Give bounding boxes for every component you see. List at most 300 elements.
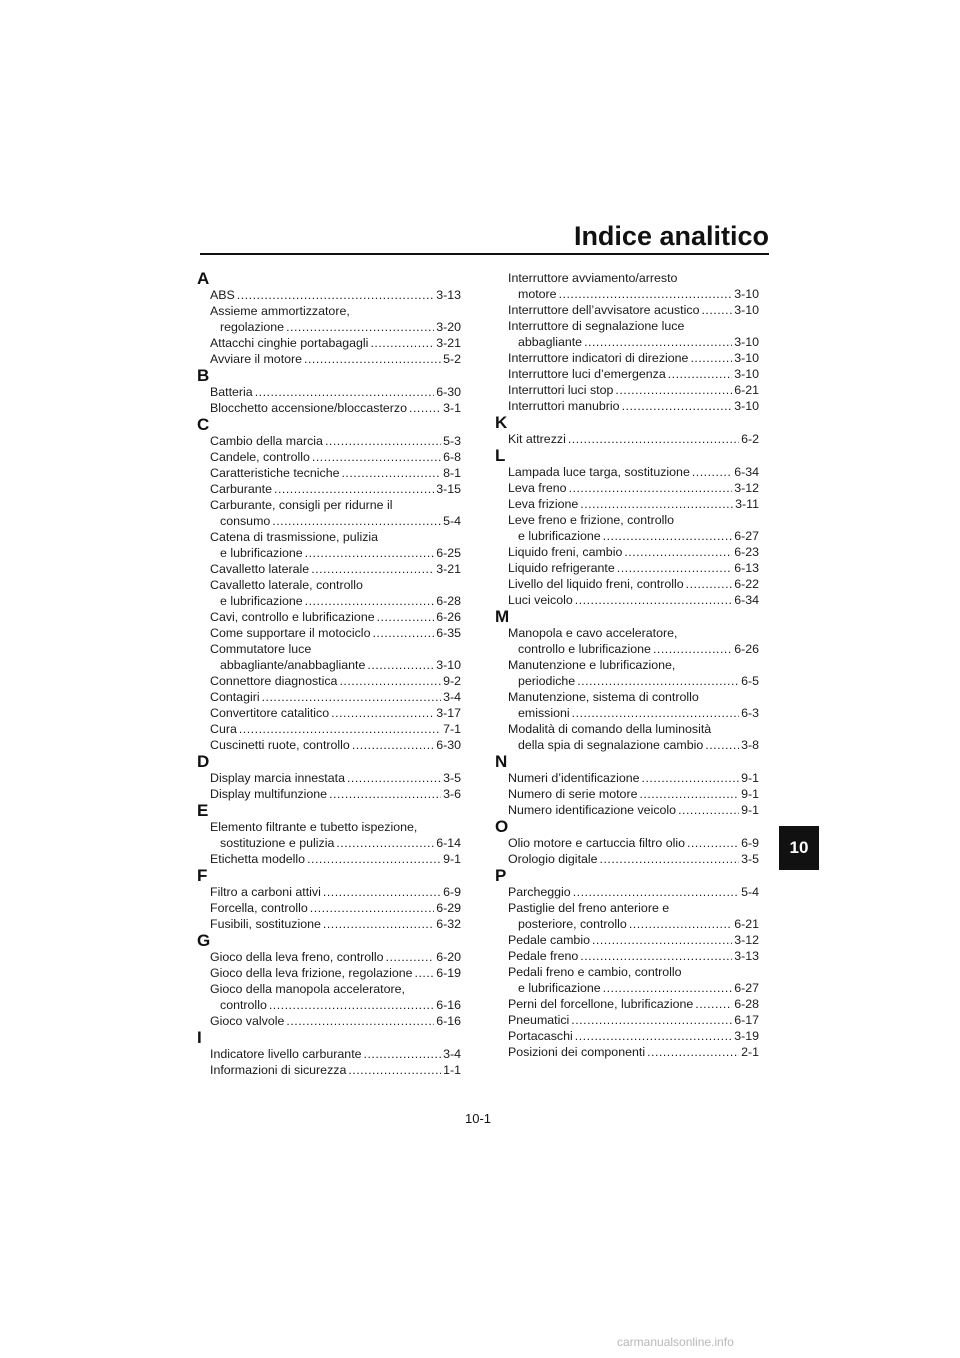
index-entry [197,529,461,561]
entry-page: 3-6 [443,787,461,801]
entry-label: regolazione [220,320,285,334]
index-entry [197,916,461,932]
entry-row [508,1028,759,1044]
leader-dots [692,464,732,480]
leader-dots [668,366,732,382]
entry-row [210,949,461,965]
index-entry [495,851,759,867]
entry-row [508,705,759,721]
entry-label: Leva freno [508,481,567,495]
entry-page: 3-13 [436,288,461,302]
leader-dots [575,592,732,608]
entry-label: Cavi, controllo e lubrificazione [210,610,375,624]
entry-row [508,673,759,689]
entry-row [210,1062,461,1078]
index-entry [197,433,461,449]
index-entry [197,673,461,689]
entry-text: Cavalletto laterale, controllo [210,578,363,592]
entry-page: 6-27 [734,529,759,543]
entry-row [210,561,461,577]
leader-dots [336,835,434,851]
entry-label: Caratteristiche tecniche [210,466,340,480]
entry-row [508,641,759,657]
index-entry [495,657,759,689]
entry-label: ABS [210,288,235,302]
entry-label: Gioco della leva freno, controllo [210,950,384,964]
entry-label: Etichetta modello [210,852,306,866]
entry-page: 6-22 [734,577,759,591]
entry-label: Numero di serie motore [508,787,638,801]
entry-label: Interruttori manubrio [508,399,620,413]
leader-dots [653,641,732,657]
entry-page: 3-11 [735,497,759,511]
entry-row [508,770,759,786]
leader-dots [415,965,435,981]
index-entry [495,835,759,851]
entry-text: Elemento filtrante e tubetto ispezione, [210,820,418,834]
leader-dots [339,673,441,689]
leader-dots [569,480,733,496]
entry-page: 3-13 [734,949,759,963]
entry-label: Perni del forcellone, lubrificazione [508,997,694,1011]
entry-row [508,350,759,366]
leader-dots [571,1012,732,1028]
index-entry [495,544,759,560]
entry-row [210,916,461,932]
entry-label: Batteria [210,385,253,399]
entry-row [210,319,461,335]
entry-page: 6-26 [734,642,759,656]
entry-row [508,1044,759,1060]
entry-row [508,948,759,964]
entry-label: Carburante [210,482,272,496]
index-entry [495,884,759,900]
entry-row [210,465,461,481]
leader-dots [274,481,434,497]
entry-label: Display marcia innestata [210,771,345,785]
watermark: carmanualsonline.info [617,1335,734,1349]
entry-page: 3-4 [443,1047,461,1061]
entry-row [210,786,461,802]
entry-label: Lampada luce targa, sostituzione [508,465,690,479]
entry-row [508,835,759,851]
leader-dots [575,1028,732,1044]
entry-label: Numeri d’identificazione [508,771,640,785]
section-letter: E [197,801,209,820]
entry-page: 6-9 [741,836,759,850]
leader-dots [377,609,435,625]
index-entry [197,561,461,577]
entry-text: Leve freno e frizione, controllo [508,513,674,527]
entry-label: Olio motore e cartuccia filtro olio [508,836,685,850]
entry-row [508,932,759,948]
leader-dots [323,916,434,932]
leader-dots [372,625,434,641]
section-letter: O [495,817,509,836]
entry-page: 6-29 [436,901,461,915]
entry-label: consumo [220,514,271,528]
index-entry [495,398,759,414]
index-entry [197,786,461,802]
section-letter: K [495,413,508,432]
index-entry [495,786,759,802]
leader-dots [690,350,732,366]
index-entry [495,948,759,964]
leader-dots [367,657,434,673]
entry-row [508,802,759,818]
entry-page: 3-10 [734,303,759,317]
entry-label: Display multifunzione [210,787,328,801]
leader-dots [262,689,441,705]
leader-dots [331,705,434,721]
entry-row [210,400,461,416]
index-entry [495,900,759,932]
leader-dots [239,721,441,737]
entry-row [508,464,759,480]
leader-dots [639,786,739,802]
leader-dots [695,996,732,1012]
entry-page: 3-10 [734,287,759,301]
entry-label: e lubrificazione [220,546,303,560]
index-entry [197,481,461,497]
leader-dots [325,433,441,449]
entry-label: Cambio della marcia [210,434,323,448]
entry-row [508,431,759,447]
section-letter: B [197,366,210,385]
section-letter: L [495,446,506,465]
entry-page: 6-27 [734,981,759,995]
entry-label: motore [518,287,557,301]
entry-text: Interruttore di segnalazione luce [508,319,685,333]
entry-text: Pastiglie del freno anteriore e [508,901,670,915]
entry-page: 3-5 [443,771,461,785]
index-entry [197,465,461,481]
entry-row [508,884,759,900]
entry-page: 9-1 [443,852,461,866]
entry-page: 3-8 [741,738,759,752]
leader-dots [572,705,739,721]
entry-page: 9-1 [741,787,759,801]
entry-row [508,560,759,576]
entry-label: Gioco valvole [210,1014,285,1028]
entry-label: Pedale cambio [508,933,590,947]
index-entry [495,802,759,818]
entry-row [210,721,461,737]
leader-dots [312,449,441,465]
index-entry [495,996,759,1012]
entry-row [508,544,759,560]
entry-label: Cuscinetti ruote, controllo [210,738,350,752]
leader-dots [286,319,434,335]
index-entry [197,625,461,641]
entry-page: 9-1 [741,803,759,817]
entry-page: 8-1 [443,466,461,480]
title-rule [200,253,769,255]
leader-dots [687,835,739,851]
index-entry [197,770,461,786]
entry-row [210,705,461,721]
entry-page: 7-1 [443,722,461,736]
index-entry [197,351,461,367]
entry-page: 6-35 [436,626,461,640]
entry-page: 9-1 [741,771,759,785]
entry-page: 6-8 [443,450,461,464]
entry-row [508,786,759,802]
leader-dots [647,1044,739,1060]
entry-label: Pneumatici [508,1013,570,1027]
index-entry [197,721,461,737]
entry-label: Convertitore catalitico [210,706,330,720]
entry-label: posteriore, controllo [518,917,627,931]
leader-dots [323,884,441,900]
leader-dots [305,545,435,561]
leader-dots [386,949,435,965]
leader-dots [310,900,434,916]
index-entry [197,400,461,416]
entry-label: abbagliante [518,335,583,349]
page-number: 10-1 [465,1111,492,1126]
entry-row [210,997,461,1013]
entry-page: 6-21 [734,383,759,397]
entry-row [210,1013,461,1029]
leader-dots [269,997,434,1013]
index-entry [495,770,759,786]
leader-dots [600,851,740,867]
entry-row [210,335,461,351]
entry-label: periodiche [518,674,576,688]
entry-page: 6-19 [436,966,461,980]
entry-row [210,351,461,367]
entry-label: Pedale freno [508,949,579,963]
entry-page: 3-21 [436,562,461,576]
leader-dots [701,302,732,318]
entry-text: Pedali freno e cambio, controllo [508,965,682,979]
index-entry [197,884,461,900]
index-entry [197,641,461,673]
entry-row [210,1046,461,1062]
entry-page: 6-30 [436,385,461,399]
leader-dots [409,400,441,416]
entry-label: Interruttore dell’avvisatore acustico [508,303,700,317]
entry-label: Contagiri [210,690,260,704]
entry-page: 6-26 [436,610,461,624]
entry-row [508,528,759,544]
index-entry [495,302,759,318]
entry-text: Modalità di comando della luminosità [508,722,712,736]
index-entry [197,900,461,916]
entry-page: 6-14 [436,836,461,850]
entry-page: 9-2 [443,674,461,688]
entry-page: 3-21 [436,336,461,350]
entry-page: 3-17 [436,706,461,720]
leader-dots [272,513,441,529]
entry-row [508,1012,759,1028]
index-entry [495,1028,759,1044]
entry-page: 3-4 [443,690,461,704]
leader-dots [286,1013,434,1029]
entry-page: 1-1 [443,1063,461,1077]
entry-row [508,286,759,302]
entry-label: Avviare il motore [210,352,303,366]
entry-label: Liquido freni, cambio [508,545,623,559]
entry-page: 3-10 [734,335,759,349]
entry-label: controllo e lubrificazione [518,642,651,656]
entry-label: abbagliante/anabbagliante [220,658,366,672]
entry-page: 3-15 [436,482,461,496]
leader-dots [304,351,441,367]
leader-dots [622,398,733,414]
entry-text: Assieme ammortizzatore, [210,304,350,318]
entry-label: e lubrificazione [518,529,601,543]
entry-page: 6-20 [436,950,461,964]
entry-page: 6-32 [436,917,461,931]
entry-page: 6-21 [734,917,759,931]
entry-row [210,884,461,900]
entry-page: 6-9 [443,885,461,899]
entry-label: Interruttore indicatori di direzione [508,351,689,365]
entry-label: Livello del liquido freni, controllo [508,577,684,591]
entry-label: Candele, controllo [210,450,310,464]
section-letter: A [197,269,210,288]
leader-dots [615,382,732,398]
leader-dots [624,544,732,560]
leader-dots [686,576,733,592]
entry-row [508,576,759,592]
index-entry [495,496,759,512]
section-letter: F [197,866,208,885]
entry-label: della spia di segnalazione cambio [518,738,704,752]
section-letter: D [197,752,210,771]
entry-page: 3-12 [734,481,759,495]
entry-page: 3-10 [734,351,759,365]
index-entry [495,592,759,608]
entry-label: Numero identificazione veicolo [508,803,677,817]
leader-dots [237,287,434,303]
entry-label: Interruttori luci stop [508,383,614,397]
index-entry [197,287,461,303]
entry-page: 6-2 [741,432,759,446]
leader-dots [603,528,733,544]
index-entry [495,576,759,592]
section-letter: N [495,752,508,771]
entry-row [210,737,461,753]
entry-page: 3-12 [734,933,759,947]
entry-page: 2-1 [741,1045,759,1059]
leader-dots [305,593,435,609]
entry-page: 6-34 [734,465,759,479]
entry-row [210,770,461,786]
entry-row [210,609,461,625]
index-entry [495,318,759,350]
entry-label: Posizioni dei componenti [508,1045,646,1059]
leader-dots [678,802,739,818]
entry-page: 5-3 [443,434,461,448]
leader-dots [603,980,733,996]
entry-row [210,384,461,400]
index-entry [495,350,759,366]
index-entry [197,1013,461,1029]
entry-label: Liquido refrigerante [508,561,615,575]
leader-dots [347,770,441,786]
entry-page: 6-34 [734,593,759,607]
entry-text: Manutenzione, sistema di controllo [508,690,699,704]
entry-row [210,900,461,916]
entry-row [210,673,461,689]
entry-row [508,851,759,867]
entry-label: e lubrificazione [220,594,303,608]
entry-row [508,996,759,1012]
entry-row [210,835,461,851]
index-column-left [197,270,461,1078]
section-letter: G [197,931,211,950]
index-entry [495,431,759,447]
leader-dots [311,561,434,577]
leader-dots [255,384,434,400]
index-entry [197,981,461,1013]
index-entry [197,851,461,867]
entry-label: Fusibili, sostituzione [210,917,321,931]
chapter-tab: 10 [779,826,819,870]
leader-dots [307,851,441,867]
entry-page: 5-2 [443,352,461,366]
entry-page: 6-5 [741,674,759,688]
entry-label: Gioco della leva frizione, regolazione [210,966,413,980]
section-letter: P [495,866,507,885]
entry-row [508,302,759,318]
entry-row [210,449,461,465]
index-entry [197,449,461,465]
leader-dots [573,884,739,900]
index-entry [197,577,461,609]
index-entry [197,1062,461,1078]
entry-label: Luci veicolo [508,593,573,607]
leader-dots [341,465,441,481]
index-entry [197,384,461,400]
entry-label: emissioni [518,706,570,720]
leader-dots [584,334,732,350]
index-entry [495,721,759,753]
index-entry [495,382,759,398]
index-entry [495,270,759,302]
entry-page: 5-4 [443,514,461,528]
index-entry [197,1046,461,1062]
entry-page: 3-1 [443,401,461,415]
index-entry [197,497,461,529]
entry-row [210,657,461,673]
entry-page: 6-16 [436,1014,461,1028]
index-entry [495,480,759,496]
entry-label: Connettore diagnostica [210,674,338,688]
entry-row [508,398,759,414]
entry-page: 3-10 [436,658,461,672]
index-entry [495,1044,759,1060]
entry-text: Interruttore avviamento/arresto [508,271,678,285]
entry-page: 6-25 [436,546,461,560]
entry-row [210,965,461,981]
entry-page: 5-4 [741,885,759,899]
entry-label: Indicatore livello carburante [210,1047,362,1061]
entry-page: 3-5 [741,852,759,866]
leader-dots [348,1062,441,1078]
entry-label: Cavalletto laterale [210,562,310,576]
index-entry [495,1012,759,1028]
entry-page: 6-3 [741,706,759,720]
leader-dots [329,786,441,802]
entry-row [210,481,461,497]
entry-label: Come supportare il motociclo [210,626,371,640]
index-entry [197,965,461,981]
index-entry [495,964,759,996]
